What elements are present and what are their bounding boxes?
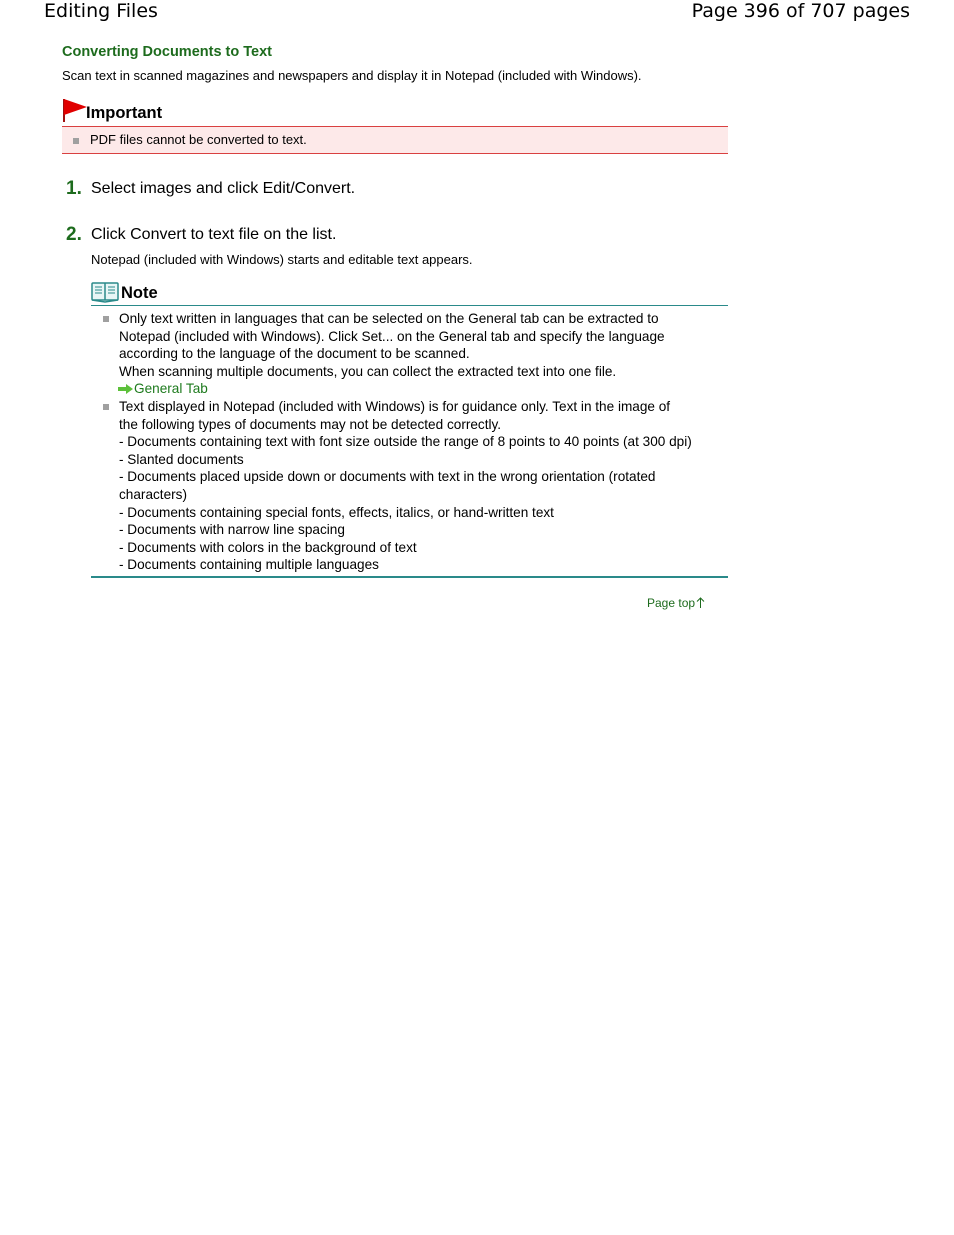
step-number: 2. <box>66 224 82 245</box>
note-line: Only text written in languages that can be selected on the General tab can be extracted to <box>119 311 659 326</box>
note-body <box>91 310 728 578</box>
step-2-subtext: Notepad (included with Windows) starts and editable text appears. <box>91 252 473 267</box>
page-header-title: Editing Files <box>44 0 158 22</box>
up-arrow-icon <box>696 597 705 611</box>
general-tab-link-label: General Tab <box>134 381 208 397</box>
note-line: according to the language of the document to be scanned. <box>119 346 470 362</box>
note-line: Text displayed in Notepad (included with Windows) is for guidance only. Text in the image of <box>119 399 671 414</box>
important-box <box>62 126 728 154</box>
section-title: Converting Documents to Text <box>62 44 272 60</box>
note-line: - Slanted documents <box>119 451 244 467</box>
note-line: When scanning multiple documents, you can collect the extracted text into one file. <box>119 363 617 379</box>
note-line: - Documents containing special fonts, effects, italics, or hand-written text <box>119 504 554 520</box>
note-line: - Documents containing text with font size outside the range of 8 points to 40 points (at 300 dpi) <box>119 434 692 450</box>
note-header <box>91 281 728 306</box>
note-item <box>119 310 719 399</box>
general-tab-link[interactable] <box>118 381 208 396</box>
page-header-page-info: Page 396 of 707 pages <box>691 0 910 22</box>
page-top-label: Page top <box>647 596 696 610</box>
note-line: the following types of documents may not be detected correctly. <box>119 416 502 432</box>
right-arrow-icon <box>118 381 133 399</box>
bullet-icon <box>103 404 109 410</box>
note-line: - Documents placed upside down or documents with text in the wrong orientation (rotated <box>119 469 656 485</box>
note-line: - Documents with colors in the background of text <box>119 539 417 555</box>
important-item: PDF files cannot be converted to text. <box>90 132 307 147</box>
important-label: Important <box>86 104 163 122</box>
note-line: Notepad (included with Windows). Click Set... on the General tab and specify the language <box>119 328 665 344</box>
important-header <box>62 98 728 124</box>
note-line: characters) <box>119 486 187 502</box>
note-label: Note <box>121 284 158 302</box>
step-text: Select images and click Edit/Convert. <box>91 180 356 197</box>
bullet-icon <box>103 316 109 322</box>
bullet-icon <box>73 138 79 144</box>
step-text: Click Convert to text file on the list. <box>91 226 337 243</box>
note-item <box>119 398 719 574</box>
section-intro: Scan text in scanned magazines and newspapers and display it in Notepad (included with Windows). <box>62 68 642 83</box>
page-top-link[interactable] <box>647 596 705 611</box>
step-number: 1. <box>66 178 82 199</box>
red-flag-icon <box>62 98 88 127</box>
note-line: - Documents containing multiple languages <box>119 557 379 573</box>
note-line: - Documents with narrow line spacing <box>119 522 345 538</box>
book-icon <box>91 281 119 308</box>
